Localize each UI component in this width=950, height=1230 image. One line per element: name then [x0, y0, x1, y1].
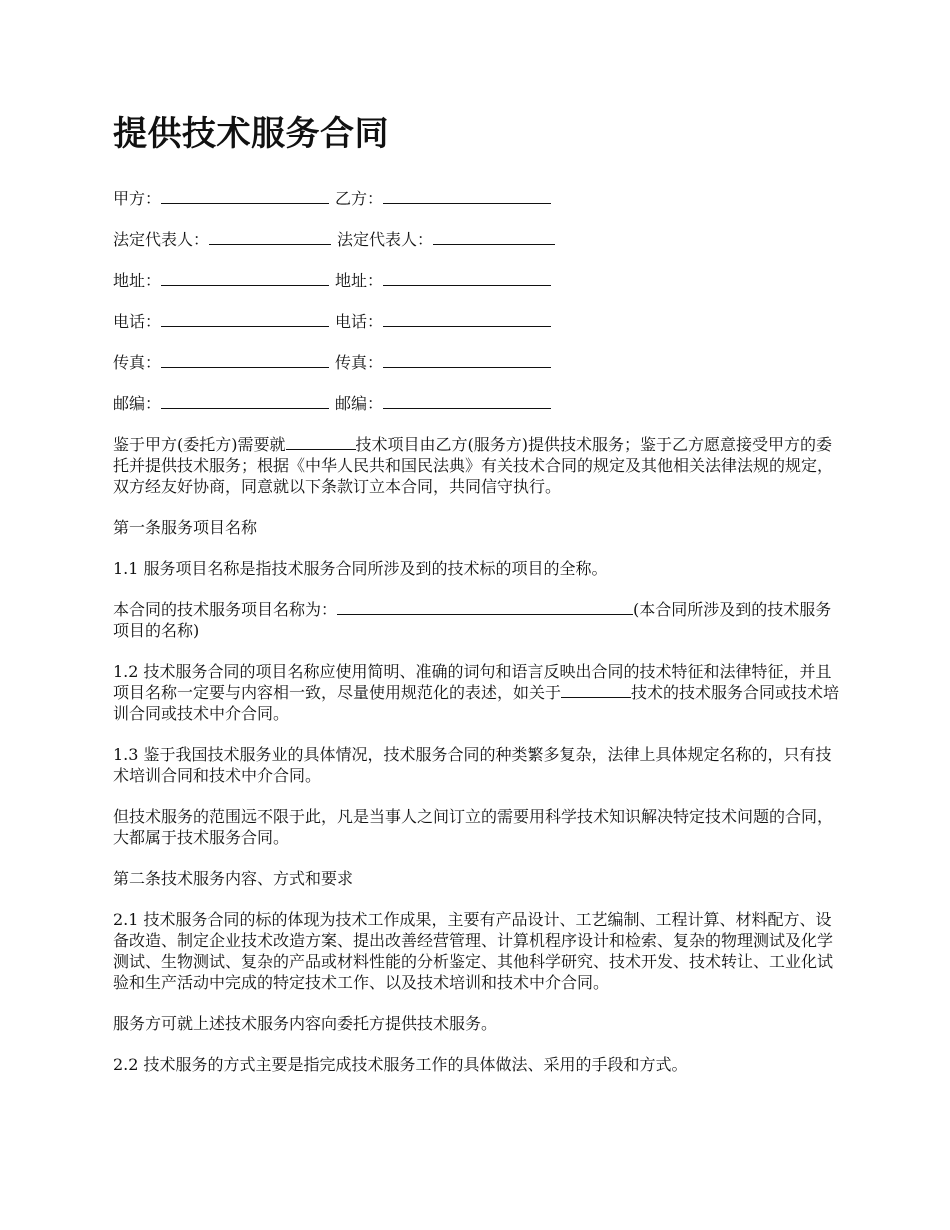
party-row-representative	[113, 229, 843, 251]
party-a-fax-blank[interactable]	[161, 353, 329, 368]
party-b-address-label: 地址：	[335, 271, 384, 290]
party-b-fax-blank[interactable]	[383, 353, 551, 368]
party-b-label: 乙方：	[335, 189, 384, 208]
party-row-phone	[113, 311, 843, 333]
project-blank[interactable]	[286, 435, 356, 450]
party-b-postcode-label: 邮编：	[335, 394, 384, 413]
party-a-address-label: 地址：	[113, 271, 162, 290]
article-1-title: 第一条服务项目名称	[113, 518, 258, 537]
technology-blank[interactable]	[561, 683, 631, 698]
project-name-paragraph	[113, 599, 843, 641]
party-row-address	[113, 270, 843, 292]
clause-2-1: 2.1 技术服务合同的标的体现为技术工作成果，主要有产品设计、工艺编制、工程计算、材料配方、设备改造、制定企业技术改造方案、提出改善经营管理、计算机程序设计和检索、复杂的物理测试及化学测试、生物测试、复杂的产品或材料性能的分析鉴定、其他科学研究、技术开发、技术转让、工业化试验和生产活动中完成的特定技术工作、以及技术培训和技术中介合同。	[113, 910, 834, 992]
party-a-label: 甲方：	[113, 189, 162, 208]
party-a-address-blank[interactable]	[161, 271, 329, 286]
intro-text-end: 技术项目由乙方(服务方)提供技术服务；鉴于乙方愿意接受甲方的委托并提供技术服务；根据《中华人民共和国民法典》有关技术合同的规定及其他相关法律法规的规定，双方经友好协商，同意就以下条款订立本合同，共同信守执行。	[113, 435, 834, 496]
party-row-name	[113, 188, 843, 210]
clause-2-2: 2.2 技术服务的方式主要是指完成技术服务工作的具体做法、采用的手段和方式。	[113, 1055, 688, 1074]
project-name-blank[interactable]	[337, 600, 633, 615]
clause-1-3: 1.3 鉴于我国技术服务业的具体情况，技术服务合同的种类繁多复杂，法律上具体规定名称的，只有技术培训合同和技术中介合同。	[113, 745, 832, 785]
clause-1-1: 1.1 服务项目名称是指技术服务合同所涉及到的技术标的项目的全称。	[113, 559, 608, 578]
party-b-rep-blank[interactable]	[433, 230, 555, 245]
party-a-postcode-blank[interactable]	[161, 394, 329, 409]
party-a-phone-blank[interactable]	[161, 312, 329, 327]
intro-paragraph	[113, 434, 843, 497]
party-b-blank[interactable]	[383, 189, 551, 204]
clause-1-2	[113, 661, 843, 724]
clause-1-2-end: 技术的技术服务合同或技术培训合同或技术中介合同。	[113, 683, 840, 723]
party-b-postcode-blank[interactable]	[383, 394, 551, 409]
party-b-rep-label: 法定代表人：	[337, 230, 434, 249]
project-name-label: 本合同的技术服务项目名称为：	[113, 600, 338, 619]
contract-page	[113, 110, 843, 1095]
project-name-note: (本合同所涉及到的技术服务项目的名称)	[113, 600, 832, 640]
party-a-blank[interactable]	[161, 189, 329, 204]
party-b-phone-blank[interactable]	[383, 312, 551, 327]
party-b-fax-label: 传真：	[335, 353, 384, 372]
article-2-title: 第二条技术服务内容、方式和要求	[113, 869, 354, 888]
document-title: 提供技术服务合同	[113, 114, 389, 154]
party-row-postcode	[113, 393, 843, 415]
party-a-postcode-label: 邮编：	[113, 394, 162, 413]
party-b-address-blank[interactable]	[383, 271, 551, 286]
party-a-phone-label: 电话：	[113, 312, 162, 331]
party-row-fax	[113, 352, 843, 374]
intro-text-start: 鉴于甲方(委托方)需要就	[113, 435, 286, 454]
party-a-rep-blank[interactable]	[209, 230, 331, 245]
party-a-fax-label: 传真：	[113, 353, 162, 372]
scope-paragraph: 但技术服务的范围远不限于此，凡是当事人之间订立的需要用科学技术知识解决特定技术问题的合同，大都属于技术服务合同。	[113, 807, 834, 847]
party-a-rep-label: 法定代表人：	[113, 230, 210, 249]
clause-1-2-start: 1.2 技术服务合同的项目名称应使用简明、准确的词句和语言反映出合同的技术特征和法律特征，并且项目名称一定要与内容相一致，尽量使用规范化的表述，如关于	[113, 662, 832, 702]
party-b-phone-label: 电话：	[335, 312, 384, 331]
provider-paragraph: 服务方可就上述技术服务内容向委托方提供技术服务。	[113, 1014, 498, 1033]
